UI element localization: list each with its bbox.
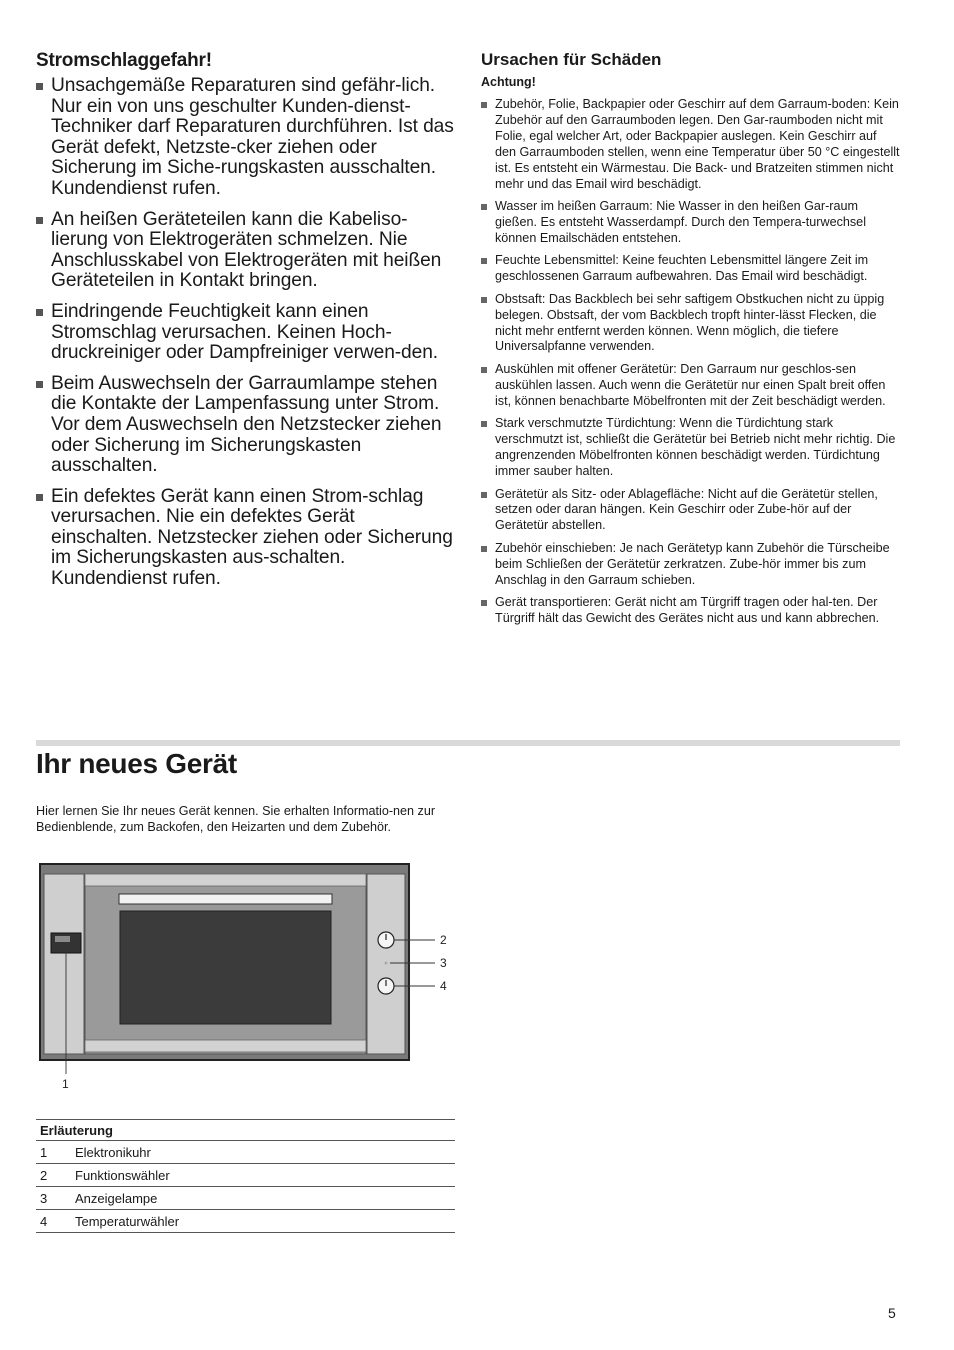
- table-row: [36, 1187, 455, 1210]
- list-item: Obstsaft: Das Backblech bei sehr saftigem Obstkuchen nicht zu üppig belegen. Obstsaft, der vom Backblech tropft hinter-lässt Flecken, die nicht mehr entfernt werden können. Wenn möglich, die tiefere Universalpfanne verwenden.: [481, 292, 901, 356]
- list-item: Gerät transportieren: Gerät nicht am Türgriff tragen oder hal-ten. Der Türgriff hält das Gewicht des Gerätes nicht aus und kann abbrechen.: [481, 595, 901, 627]
- legend-number: 2: [36, 1164, 71, 1187]
- clock-display: [55, 936, 70, 942]
- damage-section: [481, 50, 901, 634]
- bullet-square-icon: [36, 217, 43, 224]
- damage-title: Ursachen für Schäden: [481, 50, 662, 69]
- list-item: Zubehör, Folie, Backpapier oder Geschirr auf dem Garraum-boden: Kein Zubehör auf den Garraumboden legen. Den Gar-raumboden nicht mit Folie, egal welcher Art, oder Backpapier auslegen. Kein Geschirr auf den Garraumboden stellen, wenn eine Temperatur über 50 °C eingestellt ist. Es entsteht ein Wärmestau. Die Back- und Bratzeiten stimmen nicht mehr und das Email wird beschädigt.: [481, 97, 901, 192]
- list-item: Ein defektes Gerät kann einen Strom-schlag verursachen. Nie ein defektes Gerät einschalten. Netzstecker ziehen oder Sicherung im Sicherungskasten aus-schalten. Kundendienst rufen.: [36, 487, 456, 590]
- list-item: Gerätetür als Sitz- oder Ablagefläche: Nicht auf die Gerätetür stellen, setzen oder daran hängen. Kein Geschirr oder Zube-hör auf der Gerätetür abstellen.: [481, 487, 901, 535]
- bullet-square-icon: [481, 258, 487, 264]
- callout-number: 3: [440, 956, 447, 970]
- oven-illustration: [36, 862, 456, 1092]
- legend-header: Erläuterung: [36, 1120, 455, 1141]
- bullet-square-icon: [481, 297, 487, 303]
- bullet-square-icon: [481, 204, 487, 210]
- door-top-strip: [85, 874, 366, 886]
- page-number: 5: [888, 1305, 896, 1321]
- callout-number: 2: [440, 933, 447, 947]
- section-title: Ihr neues Gerät: [36, 748, 237, 779]
- damage-subtitle: Achtung!: [481, 75, 536, 89]
- list-item: An heißen Geräteteilen kann die Kabeliso-lierung von Elektrogeräten schmelzen. Nie Anschlusskabel von Elektrogeräten mit heißen Geräteteilen in Kontakt bringen.: [36, 210, 456, 292]
- bullet-square-icon: [481, 600, 487, 606]
- bullet-square-icon: [481, 492, 487, 498]
- legend-label: Anzeigelampe: [71, 1187, 455, 1210]
- oven-window: [120, 911, 331, 1024]
- callout-number: 1: [62, 1077, 69, 1091]
- bullet-square-icon: [481, 367, 487, 373]
- legend-label: Funktionswähler: [71, 1164, 455, 1187]
- table-row: [36, 1210, 455, 1233]
- table-row: [36, 1164, 455, 1187]
- warning-list: [36, 76, 456, 590]
- list-item: Beim Auswechseln der Garraumlampe stehen die Kontakte der Lampenfassung unter Strom. Vor dem Auswechseln den Netzstecker ziehen oder Sicherung im Sicherungskasten ausschalten.: [36, 374, 456, 477]
- door-bottom-strip: [85, 1040, 366, 1052]
- bullet-square-icon: [481, 102, 487, 108]
- legend-number: 4: [36, 1210, 71, 1233]
- list-item: Wasser im heißen Garraum: Nie Wasser in den heißen Gar-raum gießen. Es entsteht Wasserdampf. Durch den Tempera-turwechsel können Emailschäden entstehen.: [481, 199, 901, 247]
- left-control-panel: [44, 874, 84, 1054]
- bullet-square-icon: [36, 83, 43, 90]
- bullet-square-icon: [36, 309, 43, 316]
- legend-table: [36, 1119, 455, 1233]
- section-divider: [36, 740, 900, 746]
- bullet-square-icon: [36, 494, 43, 501]
- legend-header-row: [36, 1120, 455, 1141]
- door-handle: [119, 894, 332, 904]
- callout-number: 4: [440, 979, 447, 993]
- bullet-square-icon: [36, 381, 43, 388]
- damage-list: [481, 97, 901, 627]
- list-item: Feuchte Lebensmittel: Keine feuchten Lebensmittel längere Zeit im geschlossenen Garraum aufbewahren. Das Email wird beschädigt.: [481, 253, 901, 285]
- legend-label: Temperaturwähler: [71, 1210, 455, 1233]
- list-item: Auskühlen mit offener Gerätetür: Den Garraum nur geschlos-sen auskühlen lassen. Auch wenn die Gerätetür nur einen Spalt breit offen ist, können benachbarte Möbelfronten mit der Zeit beschädigt werden.: [481, 362, 901, 410]
- list-item: Eindringende Feuchtigkeit kann einen Stromschlag verursachen. Keinen Hoch-druckreiniger oder Dampfreiniger verwen-den.: [36, 302, 456, 364]
- list-item: Unsachgemäße Reparaturen sind gefähr-lich. Nur ein von uns geschulter Kunden-dienst-Techniker darf Reparaturen durchführen. Ist das Gerät defekt, Netzste-cker ziehen oder Sicherung im Siche-rungskasten ausschalten. Kundendienst rufen.: [36, 76, 456, 200]
- list-item: Stark verschmutzte Türdichtung: Wenn die Türdichtung stark verschmutzt ist, schließt die Gerätetür bei Betrieb nicht mehr richtig. Die angrenzenden Möbelfronten können beschädigt werden. Türdichtung immer sauber halten.: [481, 416, 901, 480]
- legend-number: 1: [36, 1141, 71, 1164]
- table-row: [36, 1141, 455, 1164]
- legend-label: Elektronikuhr: [71, 1141, 455, 1164]
- warning-title: Stromschlaggefahr!: [36, 50, 212, 71]
- bullet-square-icon: [481, 421, 487, 427]
- list-item: Zubehör einschieben: Je nach Gerätetyp kann Zubehör die Türscheibe beim Schließen der Gerätetür zerkratzen. Zube-hör immer bis zum Anschlag in den Garraum schieben.: [481, 541, 901, 589]
- warning-section: [36, 50, 456, 600]
- indicator-lamp: [385, 962, 388, 965]
- section-intro: Hier lernen Sie Ihr neues Gerät kennen. Sie erhalten Informatio-nen zur Bedienblende, zum Backofen, den Heizarten und dem Zubehör.: [36, 804, 436, 834]
- legend-number: 3: [36, 1187, 71, 1210]
- bullet-square-icon: [481, 546, 487, 552]
